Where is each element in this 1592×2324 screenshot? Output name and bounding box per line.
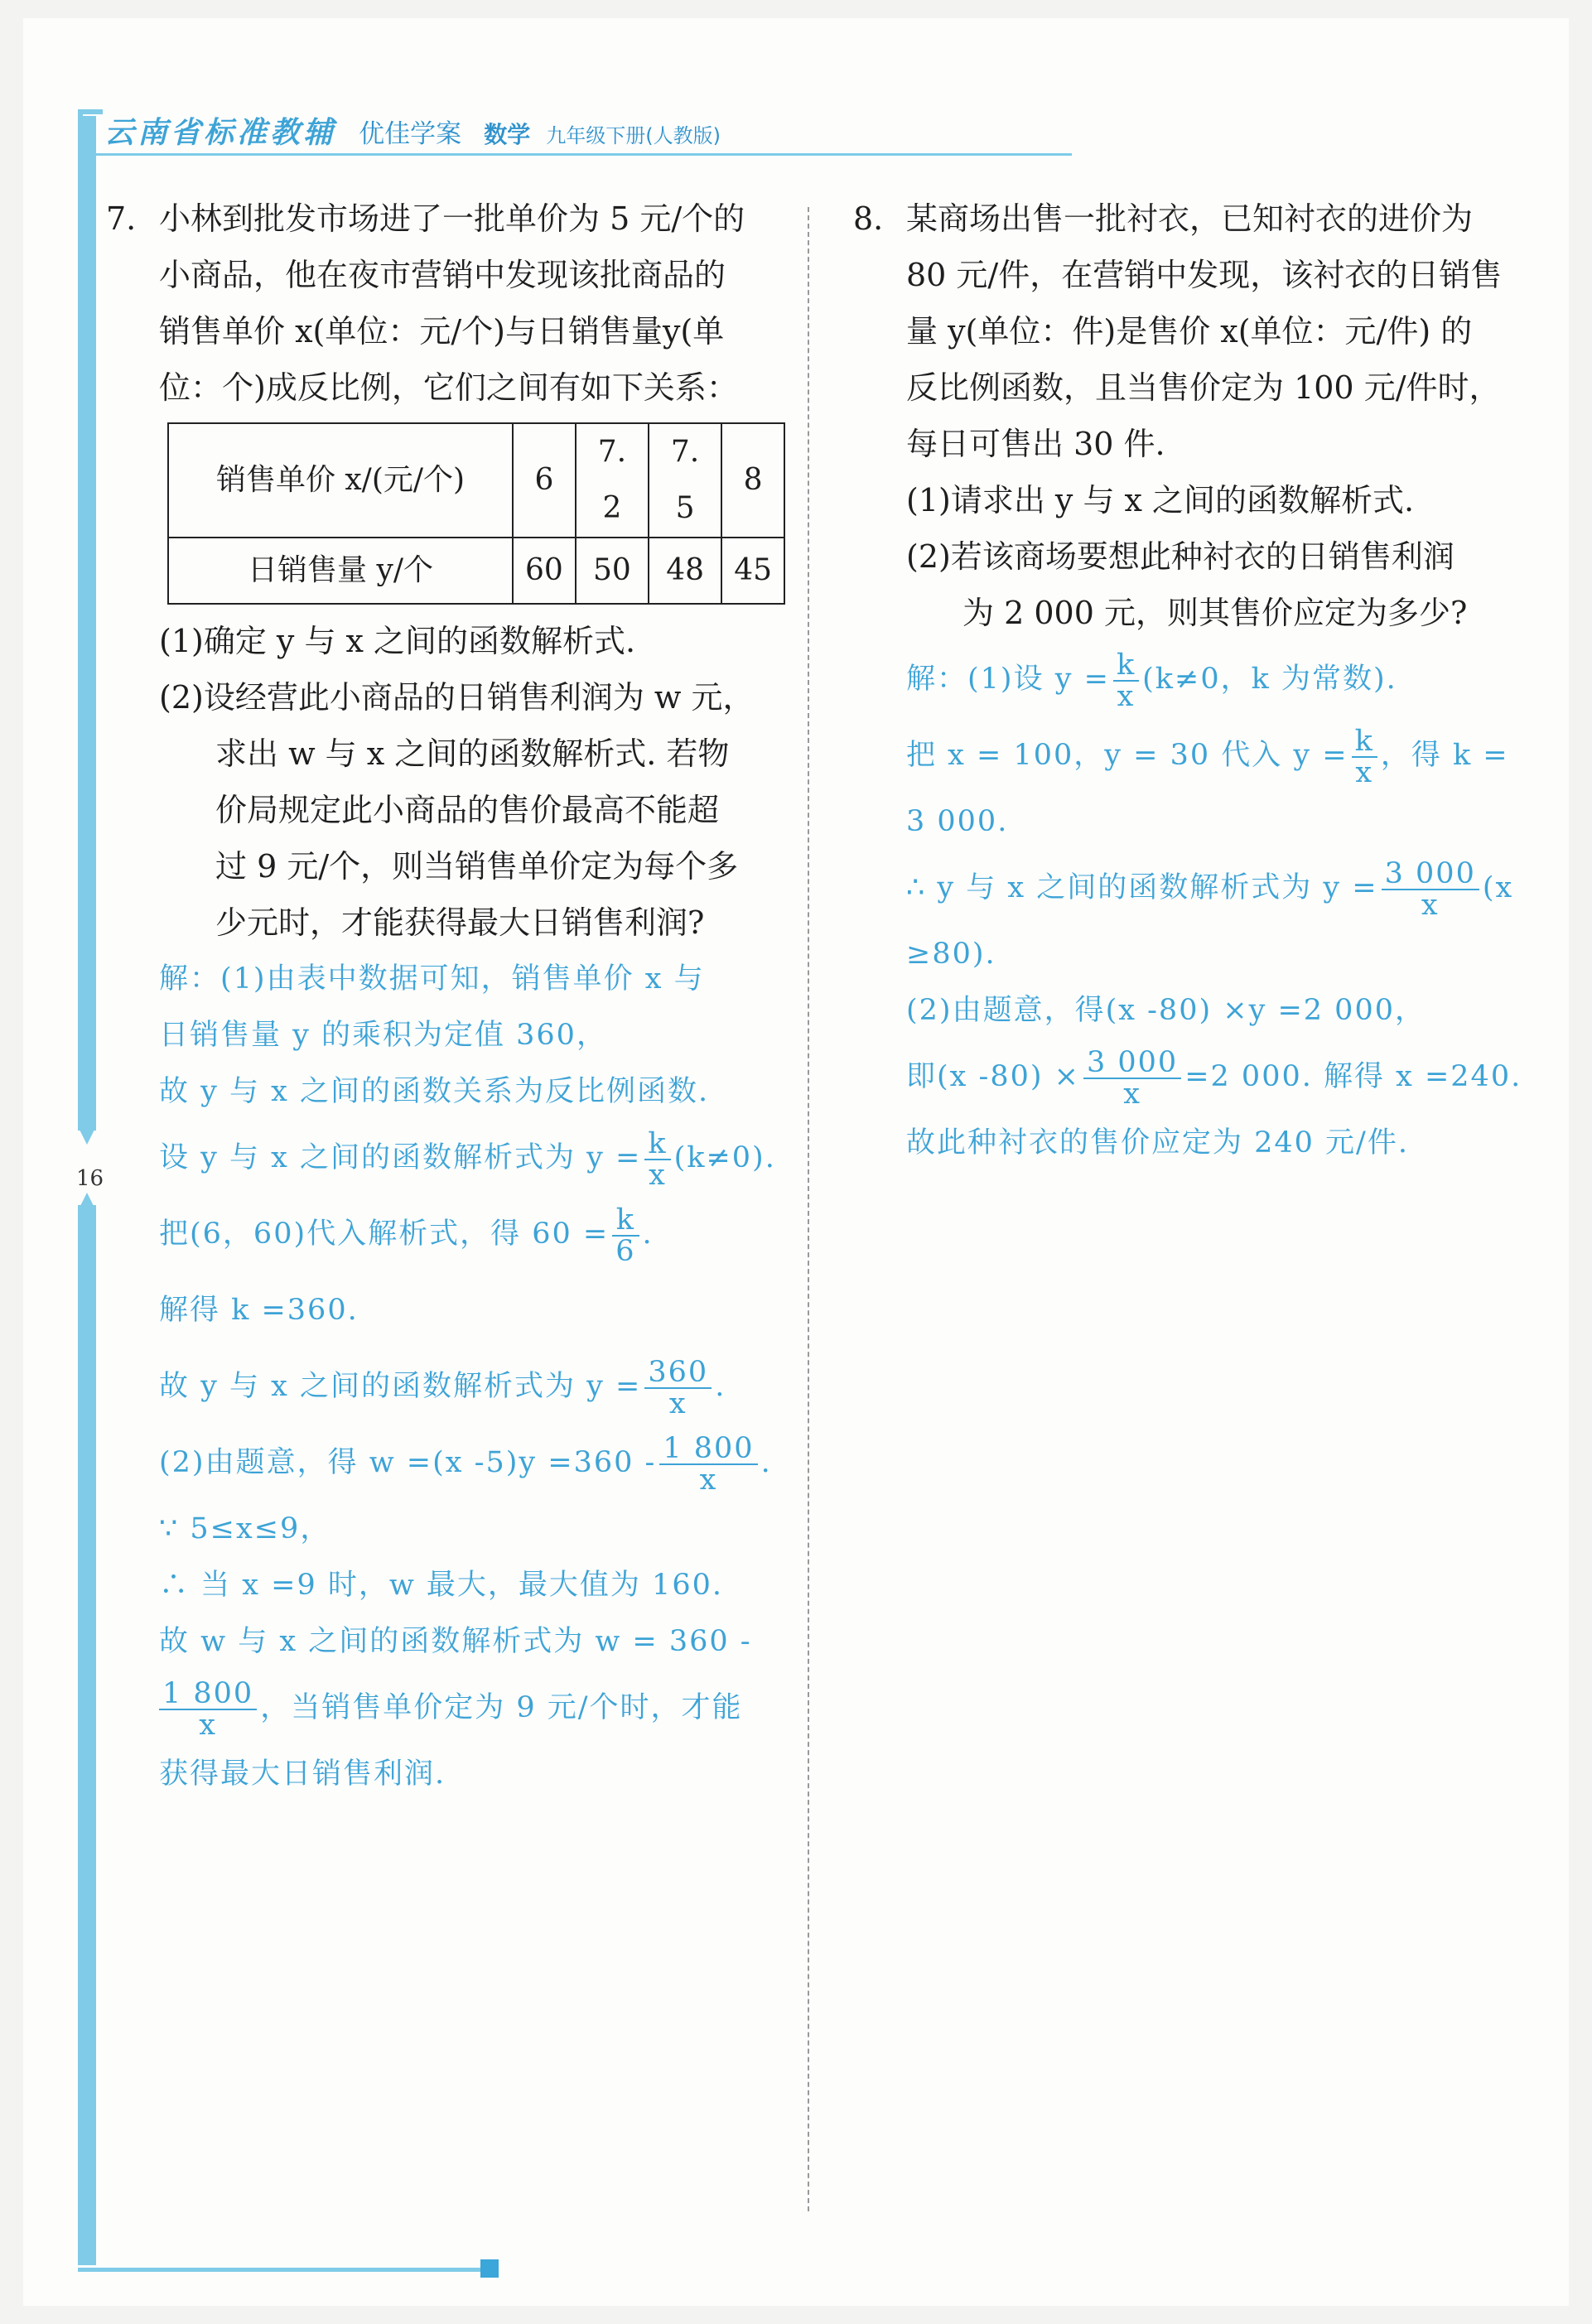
q8-line: 量 y(单位：件)是售价 x(单位：元/件) 的 [906, 313, 1473, 350]
q8-line: 每日可售出 30 件. [906, 426, 1165, 462]
fraction-denominator: x [668, 1386, 687, 1420]
solution-line [906, 850, 1524, 926]
q8-solution [853, 641, 1524, 1171]
q7-part-2-line: 求出 w 与 x 之间的函数解析式. 若物 [215, 735, 730, 772]
solution-line [159, 1670, 785, 1746]
solution-text: ，当销售单价定为 9 元/个时，才能 [260, 1691, 743, 1724]
fraction [644, 1357, 712, 1419]
fraction-denominator: x [699, 1463, 718, 1497]
table-cell: 7. 2 [576, 423, 649, 538]
solution-line [159, 1425, 785, 1501]
margin-notch-top [78, 1126, 96, 1145]
solution-line [906, 1039, 1524, 1115]
fraction [644, 1126, 670, 1192]
solution-line: 3 000. [906, 805, 1009, 838]
fraction-numerator: 3 000 [1382, 859, 1479, 890]
solution-text: =2 000. 解得 x =240. [1184, 1060, 1522, 1093]
q8-line: 反比例函数，且当售价定为 100 元/件时， [906, 369, 1501, 406]
fraction [1083, 1045, 1181, 1111]
solution-text: 即(x -80) × [906, 1060, 1080, 1093]
table-row-label: 销售单价 x/(元/个) [168, 423, 513, 538]
solution-line: 解得 k =360. [159, 1294, 359, 1327]
question-7 [106, 190, 785, 1802]
solution-line: ∵ 5≤x≤9， [159, 1512, 331, 1545]
solution-line [159, 1120, 785, 1196]
fraction [1113, 650, 1139, 711]
question-8 [853, 190, 1524, 1171]
header-grade: 九年级下册(人教版) [546, 124, 721, 147]
q7-stem [106, 190, 785, 416]
q7-line: 小商品，他在夜市营销中发现该批商品的 [159, 257, 726, 293]
fraction-numerator: 360 [644, 1357, 712, 1389]
q8-part-2-line: 为 2 000 元，则其售价应定为多少? [962, 595, 1468, 631]
running-header [104, 109, 721, 152]
solution-text: 把(6，60)代入解析式，得 60 = [159, 1217, 610, 1251]
q7-line: 小林到批发市场进了一批单价为 5 元/个的 [159, 200, 745, 237]
fraction-numerator: 1 800 [159, 1679, 257, 1710]
solution-text: 设 y 与 x 之间的函数解析式为 y = [159, 1141, 642, 1174]
table-row-label: 日销售量 y/个 [168, 538, 513, 604]
fraction [1352, 726, 1377, 788]
solution-text: ，得 k = [1380, 739, 1509, 772]
solution-text: (k≠0). [673, 1141, 776, 1174]
q7-part-2-line: 过 9 元/个，则当销售单价定为每个多 [215, 848, 739, 885]
solution-text: . [715, 1370, 726, 1403]
page-number: 16 [76, 1166, 104, 1191]
table-cell: 6 [513, 423, 576, 538]
q7-solution [106, 951, 785, 1802]
margin-bar-upper [78, 116, 96, 1131]
table-cell: 60 [513, 538, 576, 604]
solution-line: ∴ 当 x =9 时，w 最大，最大值为 160. [159, 1569, 723, 1602]
q7-part-2-line: 价局规定此小商品的售价最高不能超 [215, 792, 720, 828]
fraction-denominator: x [1117, 679, 1136, 713]
q7-part-1: (1)确定 y 与 x 之间的函数解析式. [159, 623, 636, 659]
q7-line: 销售单价 x(单位：元/个)与日销售量y(单 [159, 313, 725, 350]
solution-text: (2)由题意，得 w =(x -5)y =360 - [159, 1446, 657, 1479]
fraction [1382, 856, 1479, 922]
fraction-denominator: x [1123, 1077, 1141, 1111]
column-divider [808, 207, 809, 2211]
solution-text: ∴ y 与 x 之间的函数解析式为 y = [906, 871, 1378, 904]
table-cell: 48 [649, 538, 721, 604]
header-brand: 云南省标准教辅 [104, 116, 337, 150]
q8-stem [853, 190, 1524, 472]
solution-text: . [642, 1217, 654, 1251]
solution-line: 获得最大日销售利润. [159, 1757, 446, 1791]
q8-part-2-line: (2)若该商场要想此种衬衣的日销售利润 [906, 538, 1455, 575]
table-cell: 7. 5 [649, 423, 721, 538]
solution-line: ≥80). [906, 938, 996, 971]
fraction-numerator: k [1113, 650, 1139, 682]
header-subject: 数学 [484, 121, 531, 148]
solution-text: 把 x = 100，y = 30 代入 y = [906, 739, 1348, 772]
margin-bar-lower [78, 1205, 96, 2265]
table-cell: 50 [576, 538, 649, 604]
solution-line [159, 1348, 785, 1425]
table-row [168, 538, 784, 604]
footer-rule [78, 2268, 488, 2272]
solution-line [906, 641, 1524, 717]
solution-line: 解：(1)由表中数据可知，销售单价 x 与 [159, 962, 705, 996]
q7-part-2-line: (2)设经营此小商品的日销售利润为 w 元， [159, 679, 755, 716]
q7-data-table [167, 422, 785, 605]
q8-part-1: (1)请求出 y 与 x 之间的函数解析式. [906, 482, 1415, 518]
fraction-denominator: 6 [615, 1234, 636, 1268]
solution-line: 日销售量 y 的乘积为定值 360， [159, 1019, 607, 1052]
solution-line: 故 y 与 x 之间的函数关系为反比例函数. [159, 1075, 710, 1108]
solution-text: (x [1482, 871, 1514, 904]
solution-text: (k≠0，k 为常数). [1142, 663, 1397, 696]
q7-number: 7. [106, 200, 137, 237]
fraction-numerator: k [644, 1129, 670, 1160]
q8-number: 8. [853, 200, 884, 237]
solution-text: . [760, 1446, 772, 1479]
solution-text: 故 y 与 x 之间的函数解析式为 y = [159, 1370, 642, 1403]
solution-line: (2)由题意，得(x -80) ×y =2 000， [906, 994, 1426, 1027]
fraction-numerator: k [1352, 726, 1377, 758]
footer-square-decoration [480, 2259, 499, 2278]
q8-line: 某商场出售一批衬衣，已知衬衣的进价为 [906, 200, 1474, 237]
table-cell: 8 [721, 423, 784, 538]
header-series: 优佳学案 [359, 119, 462, 149]
fraction-numerator: k [612, 1205, 639, 1237]
q7-part-2-line: 少元时，才能获得最大日销售利润? [215, 904, 705, 941]
solution-line [159, 1196, 785, 1272]
solution-line: 故 w 与 x 之间的函数解析式为 w = 360 - [159, 1625, 752, 1658]
q8-line: 80 元/件，在营销中发现，该衬衣的日销售 [906, 257, 1503, 293]
fraction-denominator: x [199, 1708, 217, 1742]
fraction [612, 1205, 639, 1266]
fraction-denominator: x [1355, 755, 1374, 789]
solution-text: 解：(1)设 y = [906, 663, 1110, 696]
fraction-numerator: 3 000 [1083, 1048, 1181, 1079]
fraction-denominator: x [1421, 888, 1440, 922]
header-rule [78, 153, 1072, 156]
q7-line: 位：个)成反比例，它们之间有如下关系： [159, 369, 738, 406]
table-row [168, 423, 784, 538]
fraction-denominator: x [649, 1158, 667, 1192]
table-cell: 45 [721, 538, 784, 604]
fraction-numerator: 1 800 [659, 1434, 757, 1465]
solution-line [906, 717, 1524, 793]
fraction [659, 1431, 757, 1497]
fraction [159, 1676, 257, 1742]
solution-line: 故此种衬衣的售价应定为 240 元/件. [906, 1126, 1409, 1160]
